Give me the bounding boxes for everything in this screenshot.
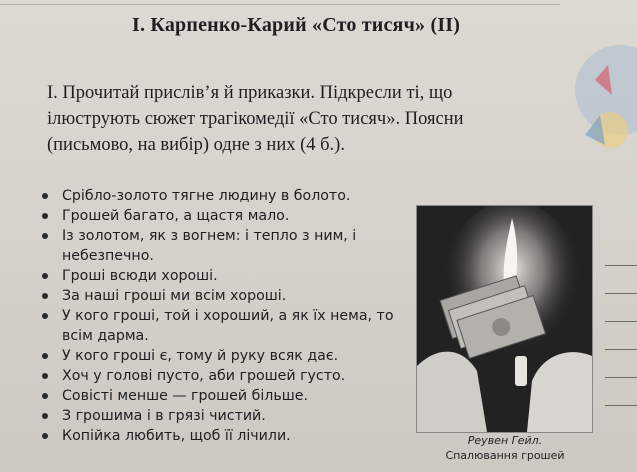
page-title: І. Карпенко-Карий «Сто тисяч» (ІІ) — [132, 14, 461, 36]
top-divider — [0, 4, 560, 5]
proverb-list — [38, 186, 418, 446]
proverb-item: У кого гроші, той і хороший, а як їх нема, то всім дарма. — [38, 306, 418, 346]
artwork-caption — [430, 433, 580, 463]
bullet-icon — [42, 393, 48, 399]
bullet-icon — [42, 213, 48, 219]
proverb-item: Копійка любить, щоб її лічили. — [38, 426, 418, 446]
answer-line — [605, 321, 637, 322]
answer-line — [605, 405, 637, 406]
bullet-icon — [42, 233, 48, 239]
proverb-item: З грошима і в грязі чистий. — [38, 406, 418, 426]
bullet-icon — [42, 293, 48, 299]
proverb-item: Совісті менше — грошей більше. — [38, 386, 418, 406]
burning-money-illustration — [417, 206, 592, 432]
caption-title: Спалювання грошей — [445, 449, 565, 462]
proverb-item: Срібло-золото тягне людину в болото. — [38, 186, 418, 206]
answer-line — [605, 377, 637, 378]
bullet-icon — [42, 373, 48, 379]
task-instruction — [47, 80, 517, 158]
caption-author: Реувен Гейл. — [467, 434, 543, 447]
proverb-item: Гроші всюди хороші. — [38, 266, 418, 286]
answer-line — [605, 265, 637, 266]
proverb-item: Із золотом, як з вогнем: і тепло з ним, і небезпечно. — [38, 226, 418, 266]
bullet-icon — [42, 193, 48, 199]
answer-line — [605, 293, 637, 294]
decorative-illustration — [560, 20, 637, 170]
proverb-item: Грошей багато, а щастя мало. — [38, 206, 418, 226]
task-line-3: (письмово, на вибір) одне з них (4 б.). — [47, 135, 345, 155]
answer-lines — [605, 265, 637, 433]
proverb-item: У кого гроші є, тому й руку всяк дає. — [38, 346, 418, 366]
proverb-item: За наші гроші ми всім хороші. — [38, 286, 418, 306]
bullet-icon — [42, 433, 48, 439]
task-line-1: І. Прочитай прислів’я й приказки. Підкресли ті, що — [47, 83, 453, 103]
artwork-burning-money — [416, 205, 593, 433]
bullet-icon — [42, 273, 48, 279]
bullet-icon — [42, 313, 48, 319]
bullet-icon — [42, 413, 48, 419]
task-line-2: ілюструють сюжет трагікомедії «Сто тисяч». Поясни — [47, 109, 464, 129]
bullet-icon — [42, 353, 48, 359]
proverb-item: Хоч у голові пусто, аби грошей густо. — [38, 366, 418, 386]
answer-line — [605, 349, 637, 350]
